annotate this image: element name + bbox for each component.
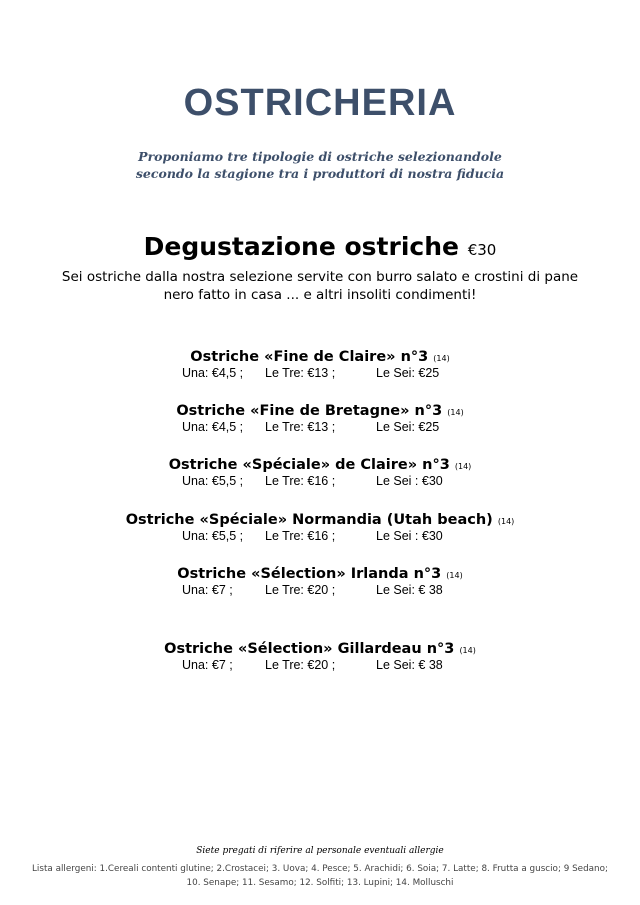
item-prices [0, 583, 640, 599]
price-one: Una: €5,5 ; [182, 529, 244, 543]
price-three: Le Tre: €20 ; [265, 658, 336, 672]
item-name-row [0, 566, 640, 582]
price-six: Le Sei: € 38 [376, 583, 443, 597]
price-three: Le Tre: €13 ; [265, 420, 336, 434]
allergen-line: Lista allergeni: 1.Cereali contenti glutine; 2.Crostacei; 3. Uova; 4. Pesce; 5. Arachidi; 6. Soia; 7. Latte; 8. Frutta a guscio; 9 Sedano; [32, 864, 608, 874]
item-name-row [0, 641, 640, 657]
price-six: Le Sei: € 38 [376, 658, 443, 672]
menu-item [0, 566, 640, 599]
menu-item [0, 512, 640, 545]
allergen-line: 10. Senape; 11. Sesamo; 12. Solfiti; 13. Lupini; 14. Molluschi [186, 878, 454, 888]
tasting-description: Sei ostriche dalla nostra selezione servite con burro salato e crostini di pane nero fatto in casa ... e altri insoliti condimenti! [61, 269, 579, 303]
allergen-list [30, 862, 610, 890]
price-one: Una: €4,5 ; [182, 420, 244, 434]
menu-item [0, 457, 640, 490]
tasting-heading [0, 232, 640, 261]
subtitle-line: Proponiamo tre tipologie di ostriche selezionandole [138, 149, 502, 164]
menu-item [0, 403, 640, 436]
tasting-title: Degustazione ostriche [143, 232, 459, 261]
item-prices [0, 658, 640, 674]
allergy-note: Siete pregati di riferire al personale eventuali allergie [196, 846, 444, 856]
price-three: Le Tre: €20 ; [265, 583, 336, 597]
menu-item [0, 641, 640, 674]
item-allergen: (14) [454, 462, 472, 471]
item-name: Ostriche «Fine de Bretagne» n°3 [176, 403, 443, 419]
price-six: Le Sei: €25 [376, 366, 440, 380]
item-name: Ostriche «Sélection» Irlanda n°3 [177, 566, 442, 582]
menu-item [0, 349, 640, 382]
price-six: Le Sei : €30 [376, 529, 443, 543]
subtitle-line: secondo la stagione tra i produttori di nostra fiducia [135, 166, 505, 181]
price-three: Le Tre: €16 ; [265, 474, 336, 488]
page-title: OSTRICHERIA [183, 82, 457, 124]
item-prices [0, 474, 640, 490]
item-name: Ostriche «Spéciale» Normandia (Utah beach) [125, 512, 493, 528]
price-six: Le Sei: €25 [376, 420, 440, 434]
price-three: Le Tre: €16 ; [265, 529, 336, 543]
price-three: Le Tre: €13 ; [265, 366, 336, 380]
item-prices [0, 366, 640, 382]
item-name: Ostriche «Spéciale» de Claire» n°3 [168, 457, 450, 473]
item-prices [0, 420, 640, 436]
item-allergen: (14) [446, 571, 463, 580]
price-one: Una: €7 ; [182, 658, 233, 672]
item-allergen: (14) [447, 408, 464, 417]
subtitle [0, 148, 640, 182]
price-one: Una: €4,5 ; [182, 366, 244, 380]
item-allergen: (14) [497, 517, 515, 526]
item-allergen: (14) [433, 354, 450, 363]
price-one: Una: €5,5 ; [182, 474, 244, 488]
item-name-row [0, 512, 640, 528]
tasting-price: €30 [467, 241, 497, 259]
item-allergen: (14) [459, 646, 476, 655]
price-one: Una: €7 ; [182, 583, 233, 597]
item-name-row [0, 349, 640, 365]
price-six: Le Sei : €30 [376, 474, 443, 488]
item-name: Ostriche «Fine de Claire» n°3 [190, 349, 429, 365]
item-name-row [0, 457, 640, 473]
item-prices [0, 529, 640, 545]
item-name: Ostriche «Sélection» Gillardeau n°3 [164, 641, 455, 657]
item-name-row [0, 403, 640, 419]
